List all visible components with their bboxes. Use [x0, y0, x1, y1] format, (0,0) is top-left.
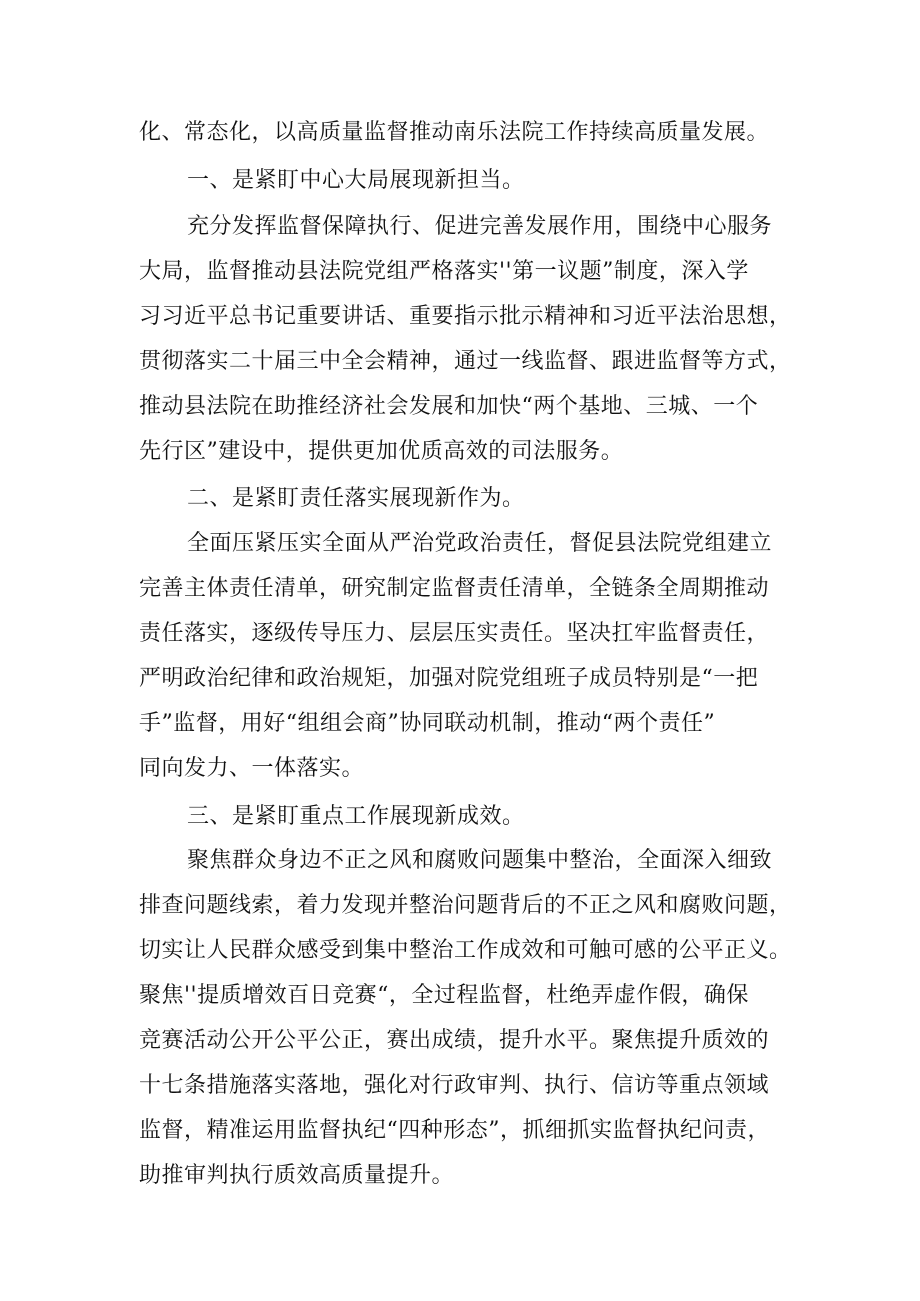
paragraph-line: 聚焦群众身边不正之风和腐败问题集中整治，全面深入细致: [187, 848, 773, 873]
paragraph-line: 完善主体责任清单，研究制定监督责任清单，全链条全周期推动: [139, 576, 770, 601]
paragraph-line: 责任落实，逐级传导压力、层层压实责任。坚决扛牢监督责任，: [139, 621, 770, 646]
section-heading-3: 三、是紧盯重点工作展现新成效。: [187, 804, 525, 829]
section-heading-2: 二、是紧盯责任落实展现新作为。: [187, 486, 525, 511]
paragraph-line: 习习近平总书记重要讲话、重要指示批示精神和习近平法治思想，: [139, 304, 792, 329]
paragraph-line: 大局，监督推动县法院党组严格落实''第一议题”制度，深入学: [139, 259, 749, 284]
paragraph-line: 排查问题线索，着力发现并整治问题背后的不正之风和腐败问题，: [139, 893, 792, 918]
paragraph-line: 手”监督，用好“组组会商”协同联动机制，推动“两个责任”: [139, 711, 716, 736]
paragraph-line: 监督，精准运用监督执纪“四种形态”，抓细抓实监督执纪问责，: [139, 1118, 770, 1143]
paragraph-line: 严明政治纪律和政治规矩，加强对院党组班子成员特别是“一把: [139, 666, 759, 691]
paragraph-line: 助推审判执行质效高质量提升。: [139, 1163, 455, 1188]
paragraph-line: 聚焦''提质增效百日竞赛“，全过程监督，杜绝弄虚作假，确保: [139, 983, 749, 1008]
paragraph-line: 推动县法院在助推经济社会发展和加快“两个基地、三城、一个: [139, 394, 759, 419]
paragraph-line: 贯彻落实二十届三中全会精神，通过一线监督、跟进监督等方式，: [139, 349, 792, 374]
paragraph-line: 十七条措施落实落地，强化对行政审判、执行、信访等重点领域: [139, 1073, 770, 1098]
section-heading-1: 一、是紧盯中心大局展现新担当。: [187, 168, 525, 193]
paragraph-line: 化、常态化，以高质量监督推动南乐法院工作持续高质量发展。: [139, 120, 770, 145]
paragraph-line: 先行区”建设中，提供更加优质高效的司法服务。: [139, 439, 624, 464]
paragraph-line: 充分发挥监督保障执行、促进完善发展作用，围绕中心服务: [187, 214, 773, 239]
paragraph-line: 同向发力、一体落实。: [139, 756, 365, 781]
paragraph-line: 切实让人民群众感受到集中整治工作成效和可触可感的公平正义。: [139, 938, 792, 963]
paragraph-line: 竞赛活动公开公平公正，赛出成绩，提升水平。聚焦提升质效的: [139, 1028, 770, 1053]
paragraph-line: 全面压紧压实全面从严治党政治责任，督促县法院党组建立: [187, 531, 773, 556]
